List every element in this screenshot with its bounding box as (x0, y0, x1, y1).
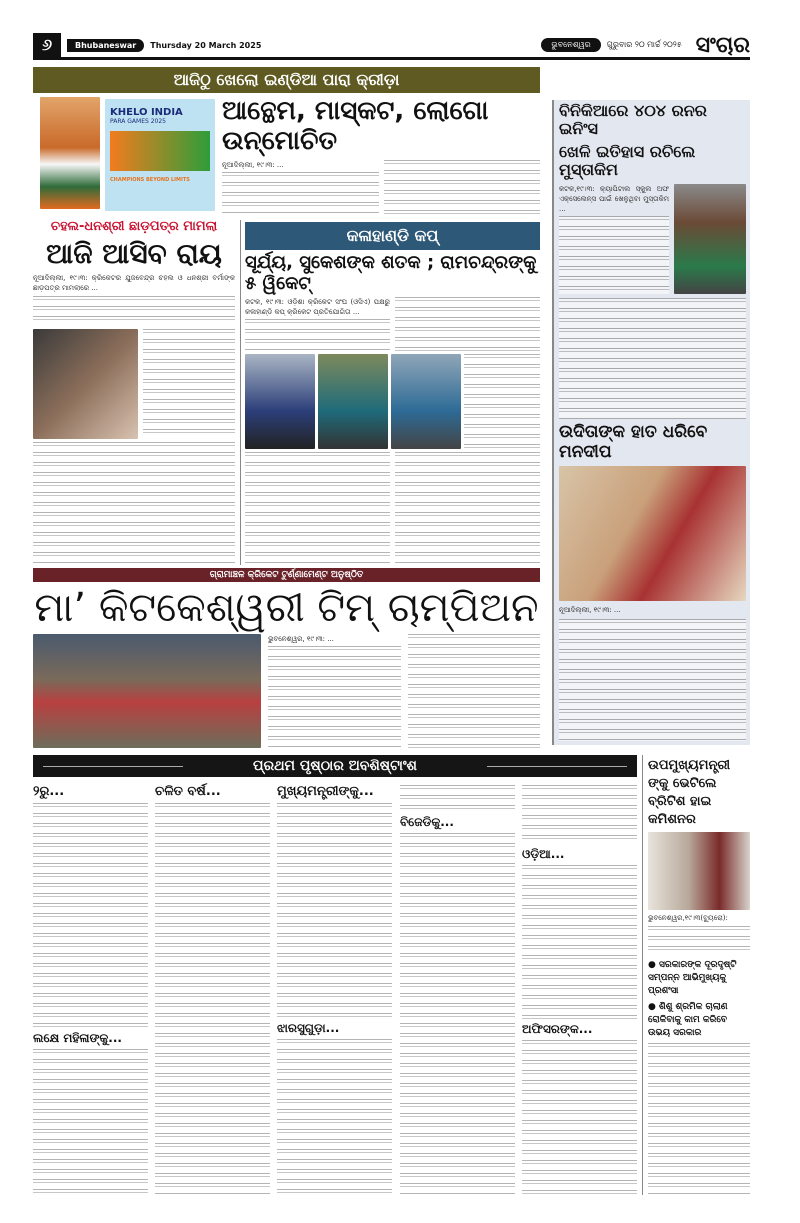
player-photo-3 (391, 354, 461, 449)
chahal-kicker: ଚହଲ-ଧନଶ୍ରୀ ଛାଡ଼ପତ୍ର ମାମଲା (50, 219, 218, 234)
continued-col-5a (522, 785, 637, 845)
bar-rule-right (487, 766, 627, 767)
kitkeswari-lead: ଭୁବନେଶ୍ୱର, ୧୯।୩: ... (268, 635, 334, 643)
khelo-headline: ଆନ୍ଥେମ, ମାସ୍କଟ, ଲୋଗୋ ଉନ୍ମୋଚିତ (222, 96, 489, 156)
british-bullet-1: ● ସରକାରଙ୍କ ଦୂରଦୃଷ୍ଟି ସମ୍ପନ୍ନ ଆଭିମୁଖ୍ୟକୁ ପ୍ରଶଂସା (648, 960, 737, 996)
kalahandi-body-2 (395, 297, 540, 350)
british-story (648, 757, 750, 1195)
kitkeswari-body-2 (408, 634, 541, 748)
mandeep-lead: ନୂଆଦିଲ୍ଲୀ, ୧୯।୩: ... (559, 606, 621, 615)
british-bullet-2: ● ଶିଶୁ ଶ୍ରମିକ ଚାଲାଣ ରୋକିବାକୁ କାମ କରିବେ ଉଭୟ ସରକାର (648, 1002, 728, 1038)
chahal-dhanashree-photo (33, 329, 138, 439)
bar-rule-left (43, 766, 183, 767)
chahal-lead: ନୂଆଦିଲ୍ଲୀ, ୧୯।୩: କ୍ରିକେଟର ଯୁଜବେନ୍ଦ୍ର ଚହଲ ଓ ଧନଶ୍ରୀ ବର୍ମାଙ୍କ ଛାଡ଼ପତ୍ର ମାମଲାରେ ... (33, 274, 235, 293)
chahal-story (33, 220, 235, 565)
continued-bar (33, 755, 637, 777)
logo-sub: PARA GAMES 2025 (110, 118, 166, 125)
section-head: ଅଫିସରଙ୍କ... (522, 1022, 593, 1036)
bullet-text: ସରକାରଙ୍କ ଦୂରଦୃଷ୍ଟି ସମ୍ପନ୍ନ ଆଭିମୁଖ୍ୟକୁ ପ୍ରଶଂସା (648, 960, 737, 996)
continued-column-5 (522, 785, 637, 1195)
kalahandi-photo-row (245, 354, 540, 449)
section-head: ଲକ୍ଷେ ମହିଳାଙ୍କୁ... (33, 1031, 122, 1046)
masthead (33, 33, 750, 60)
mustakim-col (559, 184, 669, 294)
date-or: ଗୁରୁବାର ୨୦ ମାର୍ଚ୍ଚ ୨୦୨୫ (606, 40, 682, 49)
khelo-col-1 (222, 160, 379, 215)
khelo-banner: ଆଜିଠୁ ଖେଲୋ ଇଣ୍ଡିଆ ପାରା କ୍ରୀଡ଼ା (33, 67, 540, 93)
british-body (648, 926, 750, 956)
kalahandi-body-3 (464, 354, 540, 449)
mustakim-lead: କଟକ,୧୯।୩: କ୍ୟାପିଟାଲ ସ୍କୁଲ ଅଫ ଏକ୍ସେଲେନ୍ସ ପାଇଁ ଖେଳୁଥିବା ମୁସ୍ତାକିମ ... (559, 184, 669, 213)
continued-col-1b (33, 1049, 148, 1195)
kalahandi-bottom-row (245, 452, 540, 565)
chahal-headline: ଆଜି ଆସିବ ରାୟ (46, 236, 222, 270)
kalahandi-body-4 (245, 452, 390, 565)
mustakim-row (559, 184, 746, 294)
continued-title: ପ୍ରଥମ ପୃଷ୍ଠାର ଅବଶିଷ୍ଟାଂଶ (253, 758, 417, 774)
mustakim-photo (674, 184, 746, 294)
mustakim-headline-1: ବିନିକିଆରେ ୪୦୪ ରନର ଇନିଂସ (559, 101, 707, 139)
section-head: ୨ରୁ... (33, 784, 65, 799)
kitkeswari-body (268, 646, 401, 748)
city-or: ଭୁବନେଶ୍ୱର (541, 38, 600, 52)
continued-column-2 (155, 785, 270, 1195)
continued-column-1 (33, 785, 148, 1195)
kalahandi-banner: କଳାହାଣ୍ଡି କପ୍ (245, 222, 540, 250)
section-head: ଚଳିତ ବର୍ଷ... (155, 784, 221, 799)
logo-graphic (110, 131, 210, 171)
team-photo (33, 634, 261, 748)
kalahandi-headline: ସୂର୍ଯ୍ୟ, ସୁକେଶଙ୍କ ଶତକ ; ରାମଚନ୍ଦ୍ରଙ୍କୁ ୫ ୱିକେଟ୍ (245, 252, 537, 294)
mustakim-body (559, 216, 669, 294)
page-number: ୬ (33, 33, 61, 57)
date-en: Thursday 20 March 2025 (150, 40, 262, 50)
mustakim-body-2 (559, 298, 746, 420)
british-lead: ଭୁବନେଶ୍ୱର,୧୯।୩(ବ୍ୟୁରୋ): (648, 914, 728, 922)
mustakim-headline-2: ଖେଳି ଇତିହାସ ରଚିଲେ ମୁସ୍ତାକିମ (559, 141, 696, 180)
sidebar-box (552, 100, 750, 745)
chahal-body-3 (33, 442, 235, 565)
kalahandi-body (245, 319, 390, 350)
section-head: ମୁଖ୍ୟମନ୍ତ୍ରୀଙ୍କୁ... (277, 784, 374, 799)
continued-col-3 (277, 803, 392, 1019)
player-photo-1 (245, 354, 315, 449)
continued-column-4 (400, 785, 515, 1195)
player-photo-2 (318, 354, 388, 449)
chahal-body-2 (143, 329, 235, 439)
khelo-body-2 (384, 160, 541, 215)
continued-column-3 (277, 785, 392, 1195)
continued-col-5b (522, 1040, 637, 1195)
logo-title: KHELO INDIA (110, 107, 183, 118)
khelo-india-logo (105, 99, 215, 211)
kalahandi-story (245, 222, 540, 565)
british-body-2 (648, 1043, 750, 1195)
continued-col-3b (277, 1039, 392, 1195)
mandeep-udita-photo (559, 466, 746, 601)
kalahandi-col-1 (245, 297, 390, 350)
newspaper-logo: ସଂଚାର (695, 32, 750, 58)
kitkeswari-col-1 (268, 634, 401, 748)
continued-col-1 (33, 803, 148, 1029)
city-en: Bhubaneswar (67, 39, 144, 52)
mandeep-headline: ଉଦିତାଙ୍କ ହାତ ଧରିବେ ମନଦୀପ (559, 422, 708, 462)
kitkeswari-story (33, 568, 540, 748)
section-head: ଓଡ଼ିଆ... (522, 847, 565, 861)
section-head: ଝାରସୁଗୁଡ଼ା... (277, 1021, 340, 1036)
kitkeswari-row (33, 634, 540, 748)
mandeep-body (559, 619, 746, 741)
kalahandi-top-row (245, 297, 540, 350)
khelo-story (222, 97, 540, 215)
continued-col-5 (522, 865, 637, 1020)
logo-tagline: CHAMPIONS BEYOND LIMITS (110, 177, 190, 183)
continued-col-4a (400, 785, 515, 813)
continued-col-4 (400, 833, 515, 1195)
kitkeswari-banner: ଗ୍ରାମାଞ୍ଚଳ କ୍ରିକେଟ ଟୁର୍ଣ୍ଣାମେଣ୍ଟ ଅନୁଷ୍ଠିତ (33, 568, 540, 582)
kitkeswari-headline: ମା’ କିଟକେଶ୍ୱରୀ ଟିମ୍ ଚାମ୍ପିଅନ (34, 585, 539, 631)
mascot-image (40, 97, 100, 209)
column-divider (642, 755, 643, 1195)
bullet-text: ଶିଶୁ ଶ୍ରମିକ ଚାଲାଣ ରୋକିବାକୁ କାମ କରିବେ ଉଭୟ ସରକାର (648, 1002, 728, 1038)
continued-col-2 (155, 803, 270, 1195)
meeting-photo (648, 832, 750, 910)
column-divider (240, 220, 241, 565)
chahal-body (33, 296, 235, 326)
kalahandi-lead: କଟକ, ୧୯।୩: ଓଡ଼ିଶା କ୍ରିକେଟ ସଂଘ (ଓସିଏ) ପକ୍ଷରୁ କଳାହାଣ୍ଡି କପ୍ କ୍ରିକେଟ ପ୍ରତିଯୋଗିତା ... (245, 298, 390, 317)
british-headline: ଉପମୁଖ୍ୟମନ୍ତ୍ରୀଙ୍କୁ ଭେଟିଲେ ବ୍ରିଟିଶ ହାଇ କମିଶନର (648, 758, 731, 827)
khelo-body (222, 172, 379, 215)
khelo-columns (222, 160, 540, 215)
khelo-lead: ନୂଆଦିଲ୍ଲୀ, ୧୯।୩: ... (222, 160, 284, 169)
section-head: ବିଜେଡିକୁ... (400, 815, 454, 829)
chahal-photo-row (33, 329, 235, 439)
kalahandi-body-5 (395, 452, 540, 565)
